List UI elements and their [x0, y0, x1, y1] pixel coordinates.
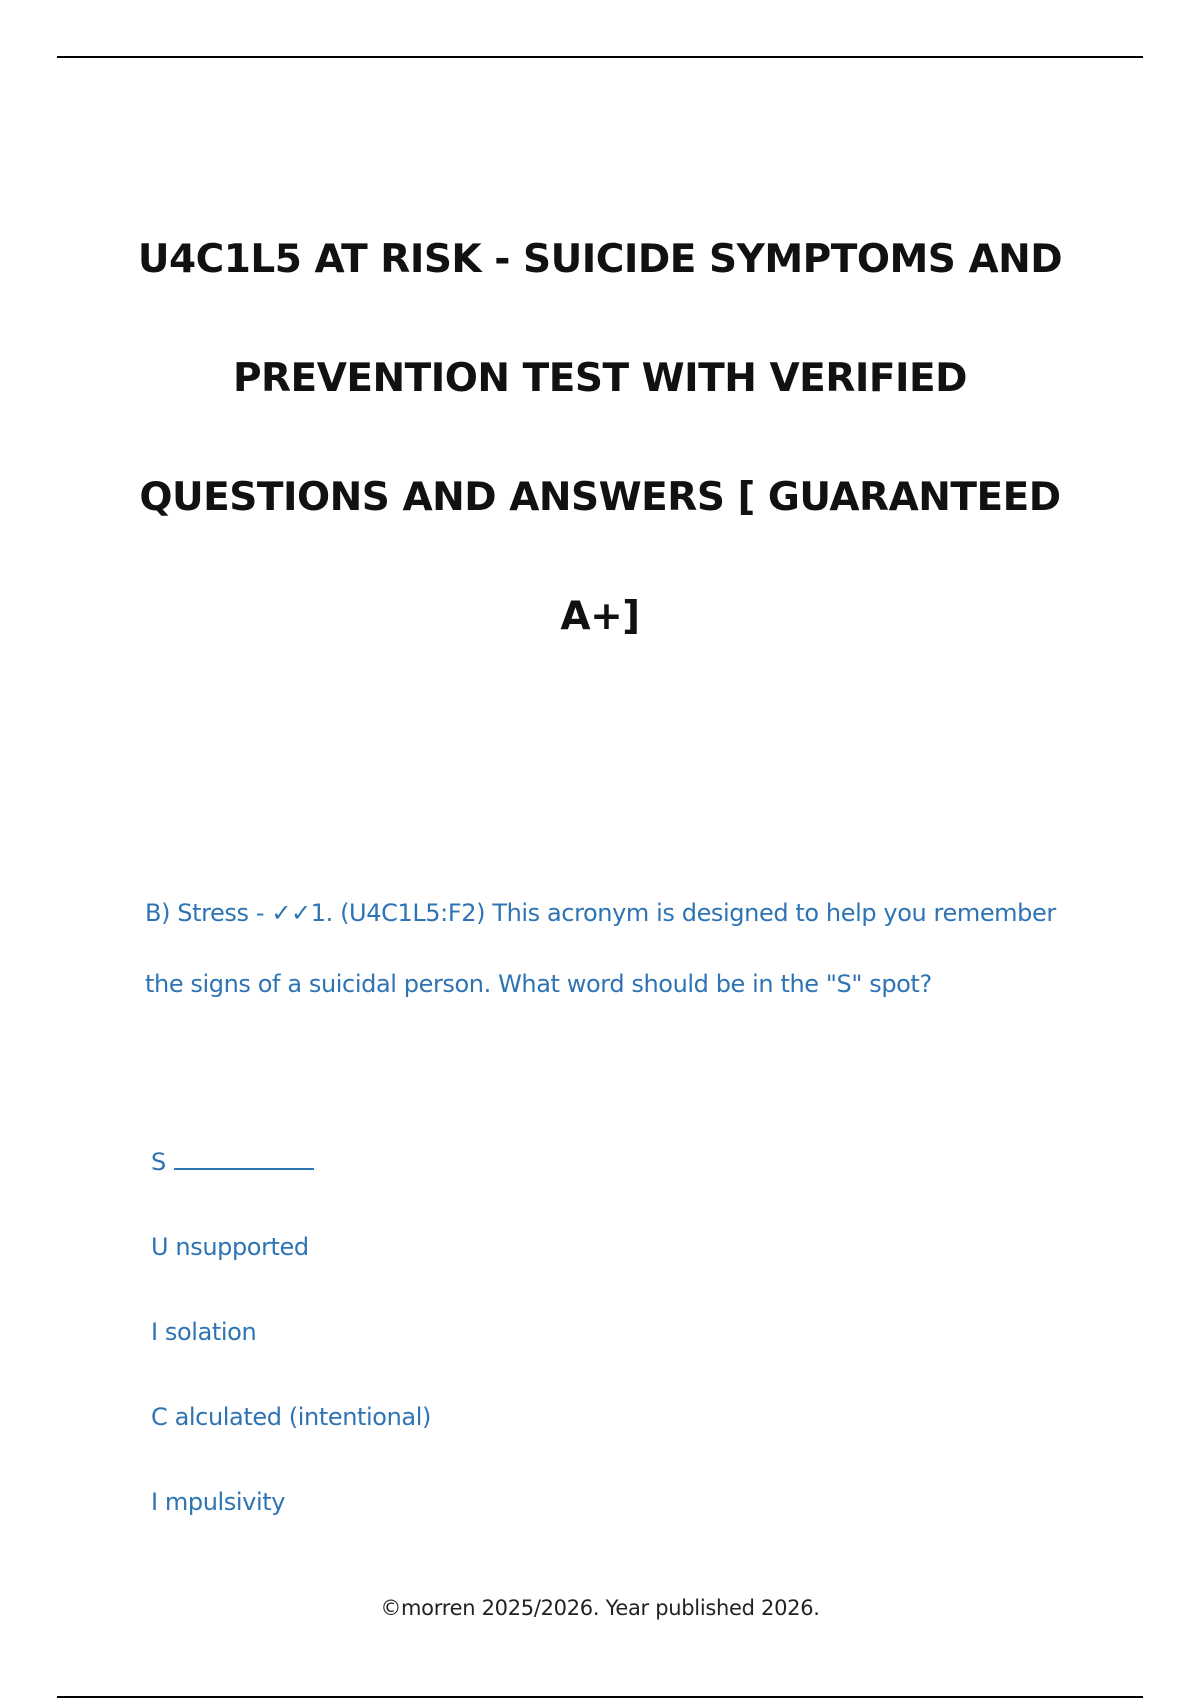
- acronym-letter: C: [151, 1403, 168, 1431]
- double-check-icon: ✓✓: [271, 899, 311, 927]
- acronym-item-c: [151, 1375, 431, 1460]
- acronym-word: alculated (intentional): [167, 1403, 431, 1431]
- title-line-4: A+]: [560, 594, 640, 639]
- acronym-item-i2: [151, 1460, 431, 1545]
- answer-prefix: B) Stress -: [145, 899, 272, 927]
- acronym-letter: I: [151, 1488, 158, 1516]
- title-line-1: U4C1L5 AT RISK - SUICIDE SYMPTOMS AND: [137, 237, 1063, 282]
- acronym-item-i: [151, 1290, 431, 1375]
- acronym-word: mpulsivity: [157, 1488, 286, 1516]
- acronym-letter: I: [151, 1318, 158, 1346]
- acronym-list: [151, 1120, 431, 1545]
- top-rule: [57, 56, 1143, 58]
- acronym-word: nsupported: [168, 1233, 309, 1261]
- title-line-3: QUESTIONS AND ANSWERS [ GUARANTEED: [139, 475, 1061, 520]
- title-line-2: PREVENTION TEST WITH VERIFIED: [232, 356, 968, 401]
- bottom-rule: [57, 1696, 1143, 1698]
- answer-blank: [174, 1146, 314, 1170]
- acronym-letter: S: [151, 1148, 166, 1176]
- acronym-item-u: [151, 1205, 431, 1290]
- document-title: [100, 200, 1100, 676]
- question-paragraph: [145, 878, 1075, 1020]
- acronym-item-s: [151, 1120, 431, 1205]
- acronym-word: solation: [157, 1318, 257, 1346]
- acronym-letter: U: [151, 1233, 169, 1261]
- question-text: 1. (U4C1L5:F2) This acronym is designed to help you remember the signs of a suicidal person. What word should be in the "S" spot?: [145, 899, 1056, 998]
- copyright-footer: ©morren 2025/2026. Year published 2026.: [380, 1596, 820, 1620]
